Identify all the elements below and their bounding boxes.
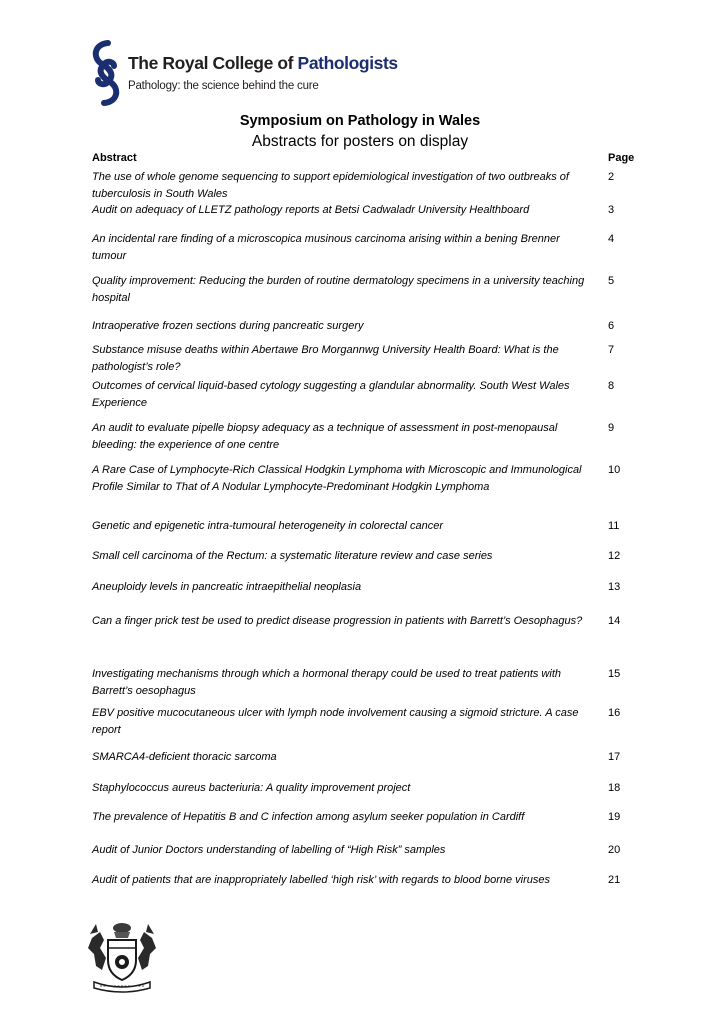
abstract-title: Genetic and epigenetic intra-tumoural heterogeneity in colorectal cancer	[92, 520, 443, 532]
abstract-page: 10	[608, 464, 621, 476]
abstract-title: EBV positive mucocutaneous ulcer with lymph node involvement causing a sigmoid stricture. A case report	[92, 707, 579, 736]
abstract-page: 16	[608, 707, 621, 719]
college-logo	[86, 40, 398, 106]
abstract-title: SMARCA4-deficient thoracic sarcoma	[92, 751, 277, 763]
abstract-page: 5	[608, 275, 615, 287]
abstract-page: 13	[608, 581, 621, 593]
abstract-title: The prevalence of Hepatitis B and C infection among asylum seeker population in Cardiff	[92, 811, 525, 823]
abstract-page: 8	[608, 380, 615, 392]
section-sign-icon	[86, 40, 126, 106]
abstract-title: A Rare Case of Lymphocyte-Rich Classical Hodgkin Lymphoma with Microscopic and Immunological Profile Similar to That of A Nodular Lymphocyte-Predominant Hodgkin Lymphoma	[92, 464, 582, 493]
abstract-title: An incidental rare finding of a microscopica musinous carcinoma arising within a bening Brenner tumour	[92, 233, 560, 262]
abstract-title: Can a finger prick test be used to predict disease progression in patients with Barrett’s Oesophagus?	[92, 615, 583, 627]
abstract-page: 9	[608, 422, 615, 434]
abstract-title: Staphylococcus aureus bacteriuria: A quality improvement project	[92, 782, 411, 794]
column-abstract: Abstract	[92, 152, 137, 164]
abstract-page: 21	[608, 874, 621, 886]
abstract-page: 12	[608, 550, 621, 562]
abstract-title: Aneuploidy levels in pancreatic intraepithelial neoplasia	[92, 581, 362, 593]
abstracts-table	[92, 152, 638, 886]
abstract-title: Intraoperative frozen sections during pancreatic surgery	[92, 320, 364, 332]
abstract-page: 11	[608, 520, 620, 532]
abstract-title: Quality improvement: Reducing the burden of routine dermatology specimens in a university teaching hospital	[92, 275, 585, 304]
abstract-page: 19	[608, 811, 621, 823]
abstract-page: 6	[608, 320, 615, 332]
abstract-page: 2	[608, 171, 615, 183]
logo-title: The Royal College of Pathologists	[128, 53, 398, 73]
abstract-page: 4	[608, 233, 615, 245]
document-subtitle: Abstracts for posters on display	[251, 133, 469, 150]
abstract-title: Substance misuse deaths within Abertawe Bro Morgannwg University Health Board: What is the pathologist’s role?	[92, 344, 559, 373]
column-page: Page	[608, 152, 635, 164]
abstract-page: 7	[608, 344, 615, 356]
document-title: Symposium on Pathology in Wales	[239, 113, 481, 129]
abstract-title: Small cell carcinoma of the Rectum: a systematic literature review and case series	[92, 550, 493, 562]
abstract-page: 14	[608, 615, 621, 627]
abstract-title: Investigating mechanisms through which a hormonal therapy could be used to treat patients with Barrett’s oesophagus	[92, 668, 561, 697]
abstract-title: The use of whole genome sequencing to support epidemiological investigation of two outbreaks of tuberculosis in South Wales	[92, 171, 569, 200]
abstract-page: 18	[608, 782, 621, 794]
logo-tagline: Pathology: the science behind the cure	[128, 80, 319, 92]
abstract-page: 20	[608, 844, 621, 856]
abstract-page: 15	[608, 668, 621, 680]
abstract-title: Audit of Junior Doctors understanding of labelling of “High Risk” samples	[92, 844, 446, 856]
abstract-title: Audit on adequacy of LLETZ pathology reports at Betsi Cadwaladr University Healthboard	[92, 204, 530, 216]
coat-of-arms-icon	[86, 918, 158, 994]
abstract-title: Audit of patients that are inappropriately labelled ‘high risk’ with regards to blood borne viruses	[92, 874, 550, 886]
abstract-page: 3	[608, 204, 615, 216]
abstract-title: An audit to evaluate pipelle biopsy adequacy as a technique of assessment in post-menopausal bleeding: the experience of one centre	[92, 422, 558, 451]
abstract-page: 17	[608, 751, 621, 763]
abstract-title: Outcomes of cervical liquid-based cytology suggesting a glandular abnormality. South West Wales Experience	[92, 380, 570, 409]
table-header	[92, 152, 638, 168]
